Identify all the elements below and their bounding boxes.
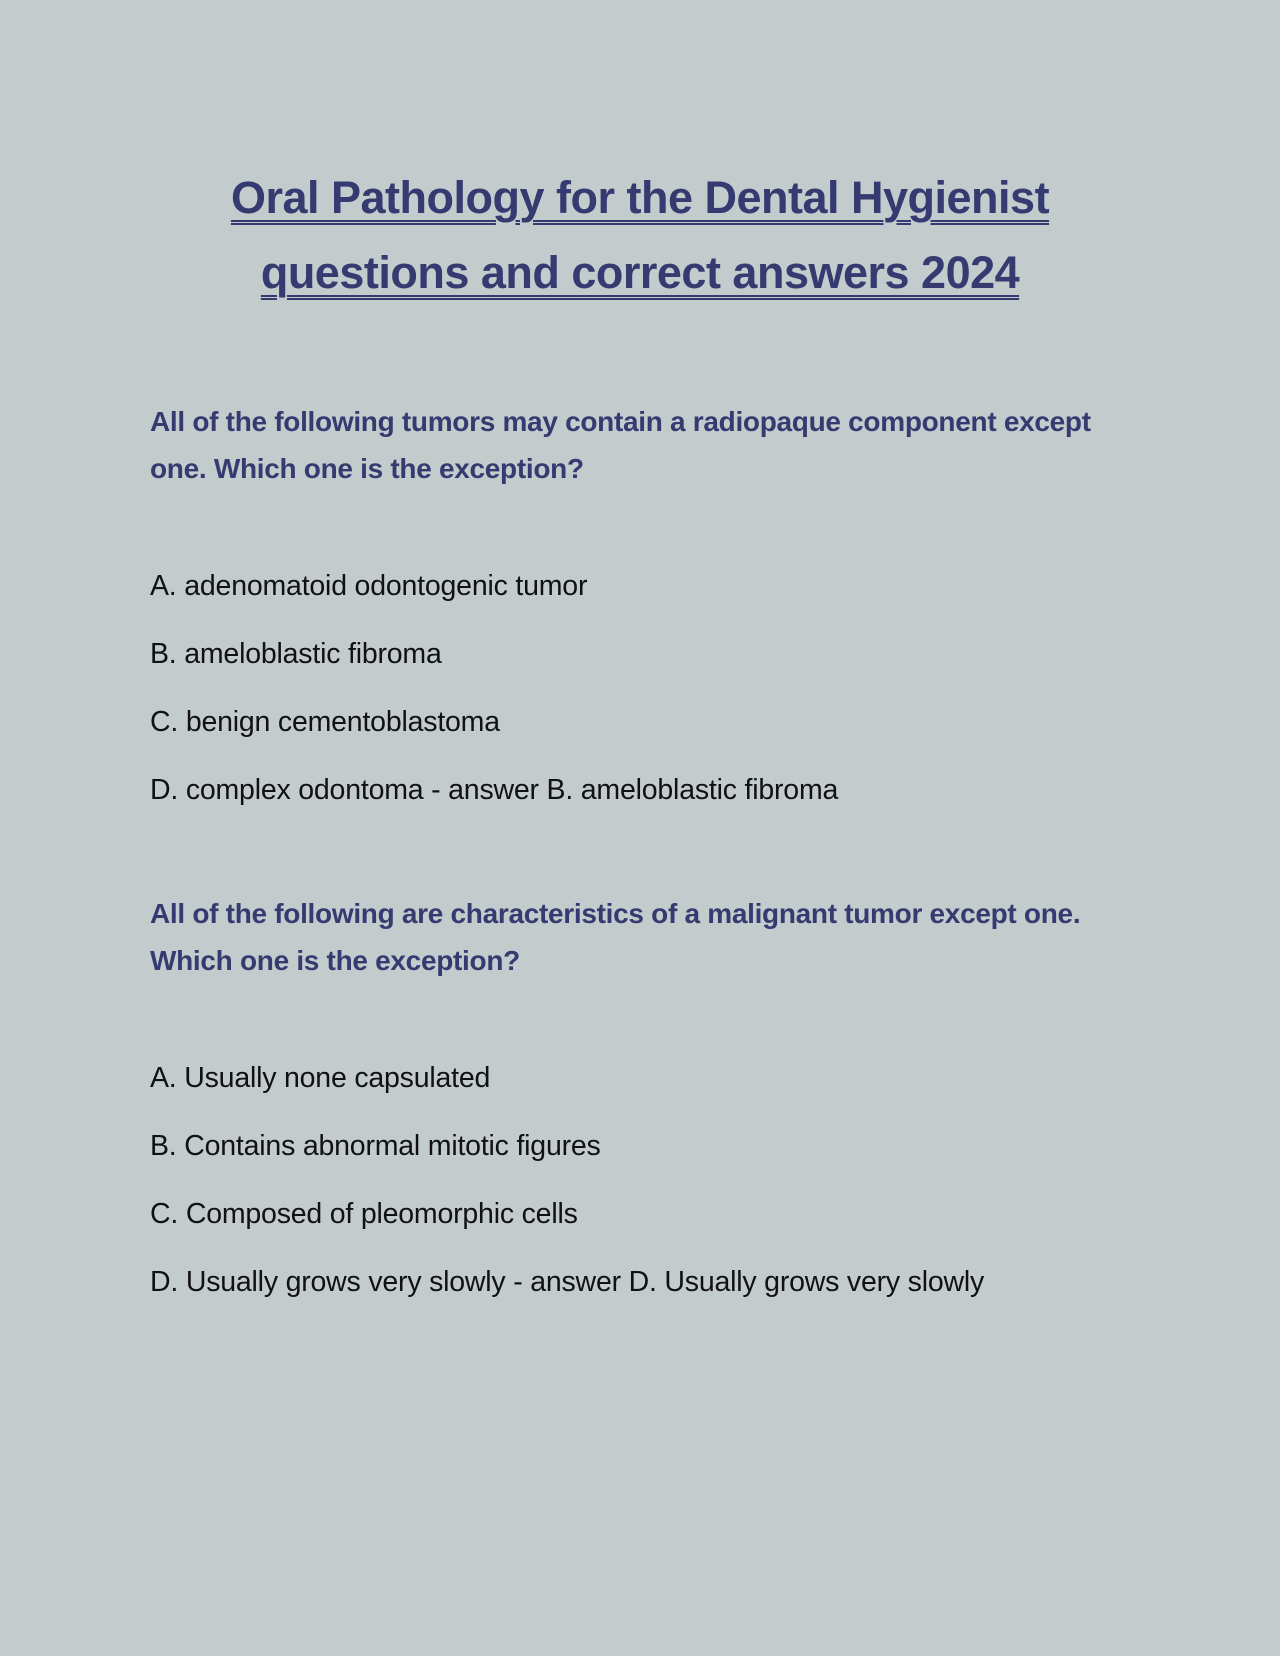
document-title	[150, 160, 1130, 310]
answer-options	[150, 566, 1130, 810]
title-line-2: questions and correct answers 2024	[260, 247, 1020, 298]
option-b: B. ameloblastic fibroma	[150, 638, 442, 670]
option-c: C. benign cementoblastoma	[150, 706, 500, 738]
answer-options	[150, 1058, 1130, 1302]
question-block-1	[150, 398, 1130, 810]
option-d-with-answer: D. Usually grows very slowly - answer D. Usually grows very slowly	[150, 1266, 985, 1298]
option-c: C. Composed of pleomorphic cells	[150, 1198, 578, 1230]
question-block-2	[150, 890, 1130, 1302]
option-a: A. adenomatoid odontogenic tumor	[150, 570, 588, 602]
option-b: B. Contains abnormal mitotic figures	[150, 1130, 601, 1162]
option-a: A. Usually none capsulated	[150, 1062, 491, 1094]
title-line-1: Oral Pathology for the Dental Hygienist	[230, 172, 1050, 223]
option-d-with-answer: D. complex odontoma - answer B. ameloblastic fibroma	[150, 774, 839, 806]
question-text: All of the following are characteristics of a malignant tumor except one. Which one is the exception?	[150, 898, 1081, 976]
question-text: All of the following tumors may contain a radiopaque component except one. Which one is the exception?	[150, 406, 1091, 484]
